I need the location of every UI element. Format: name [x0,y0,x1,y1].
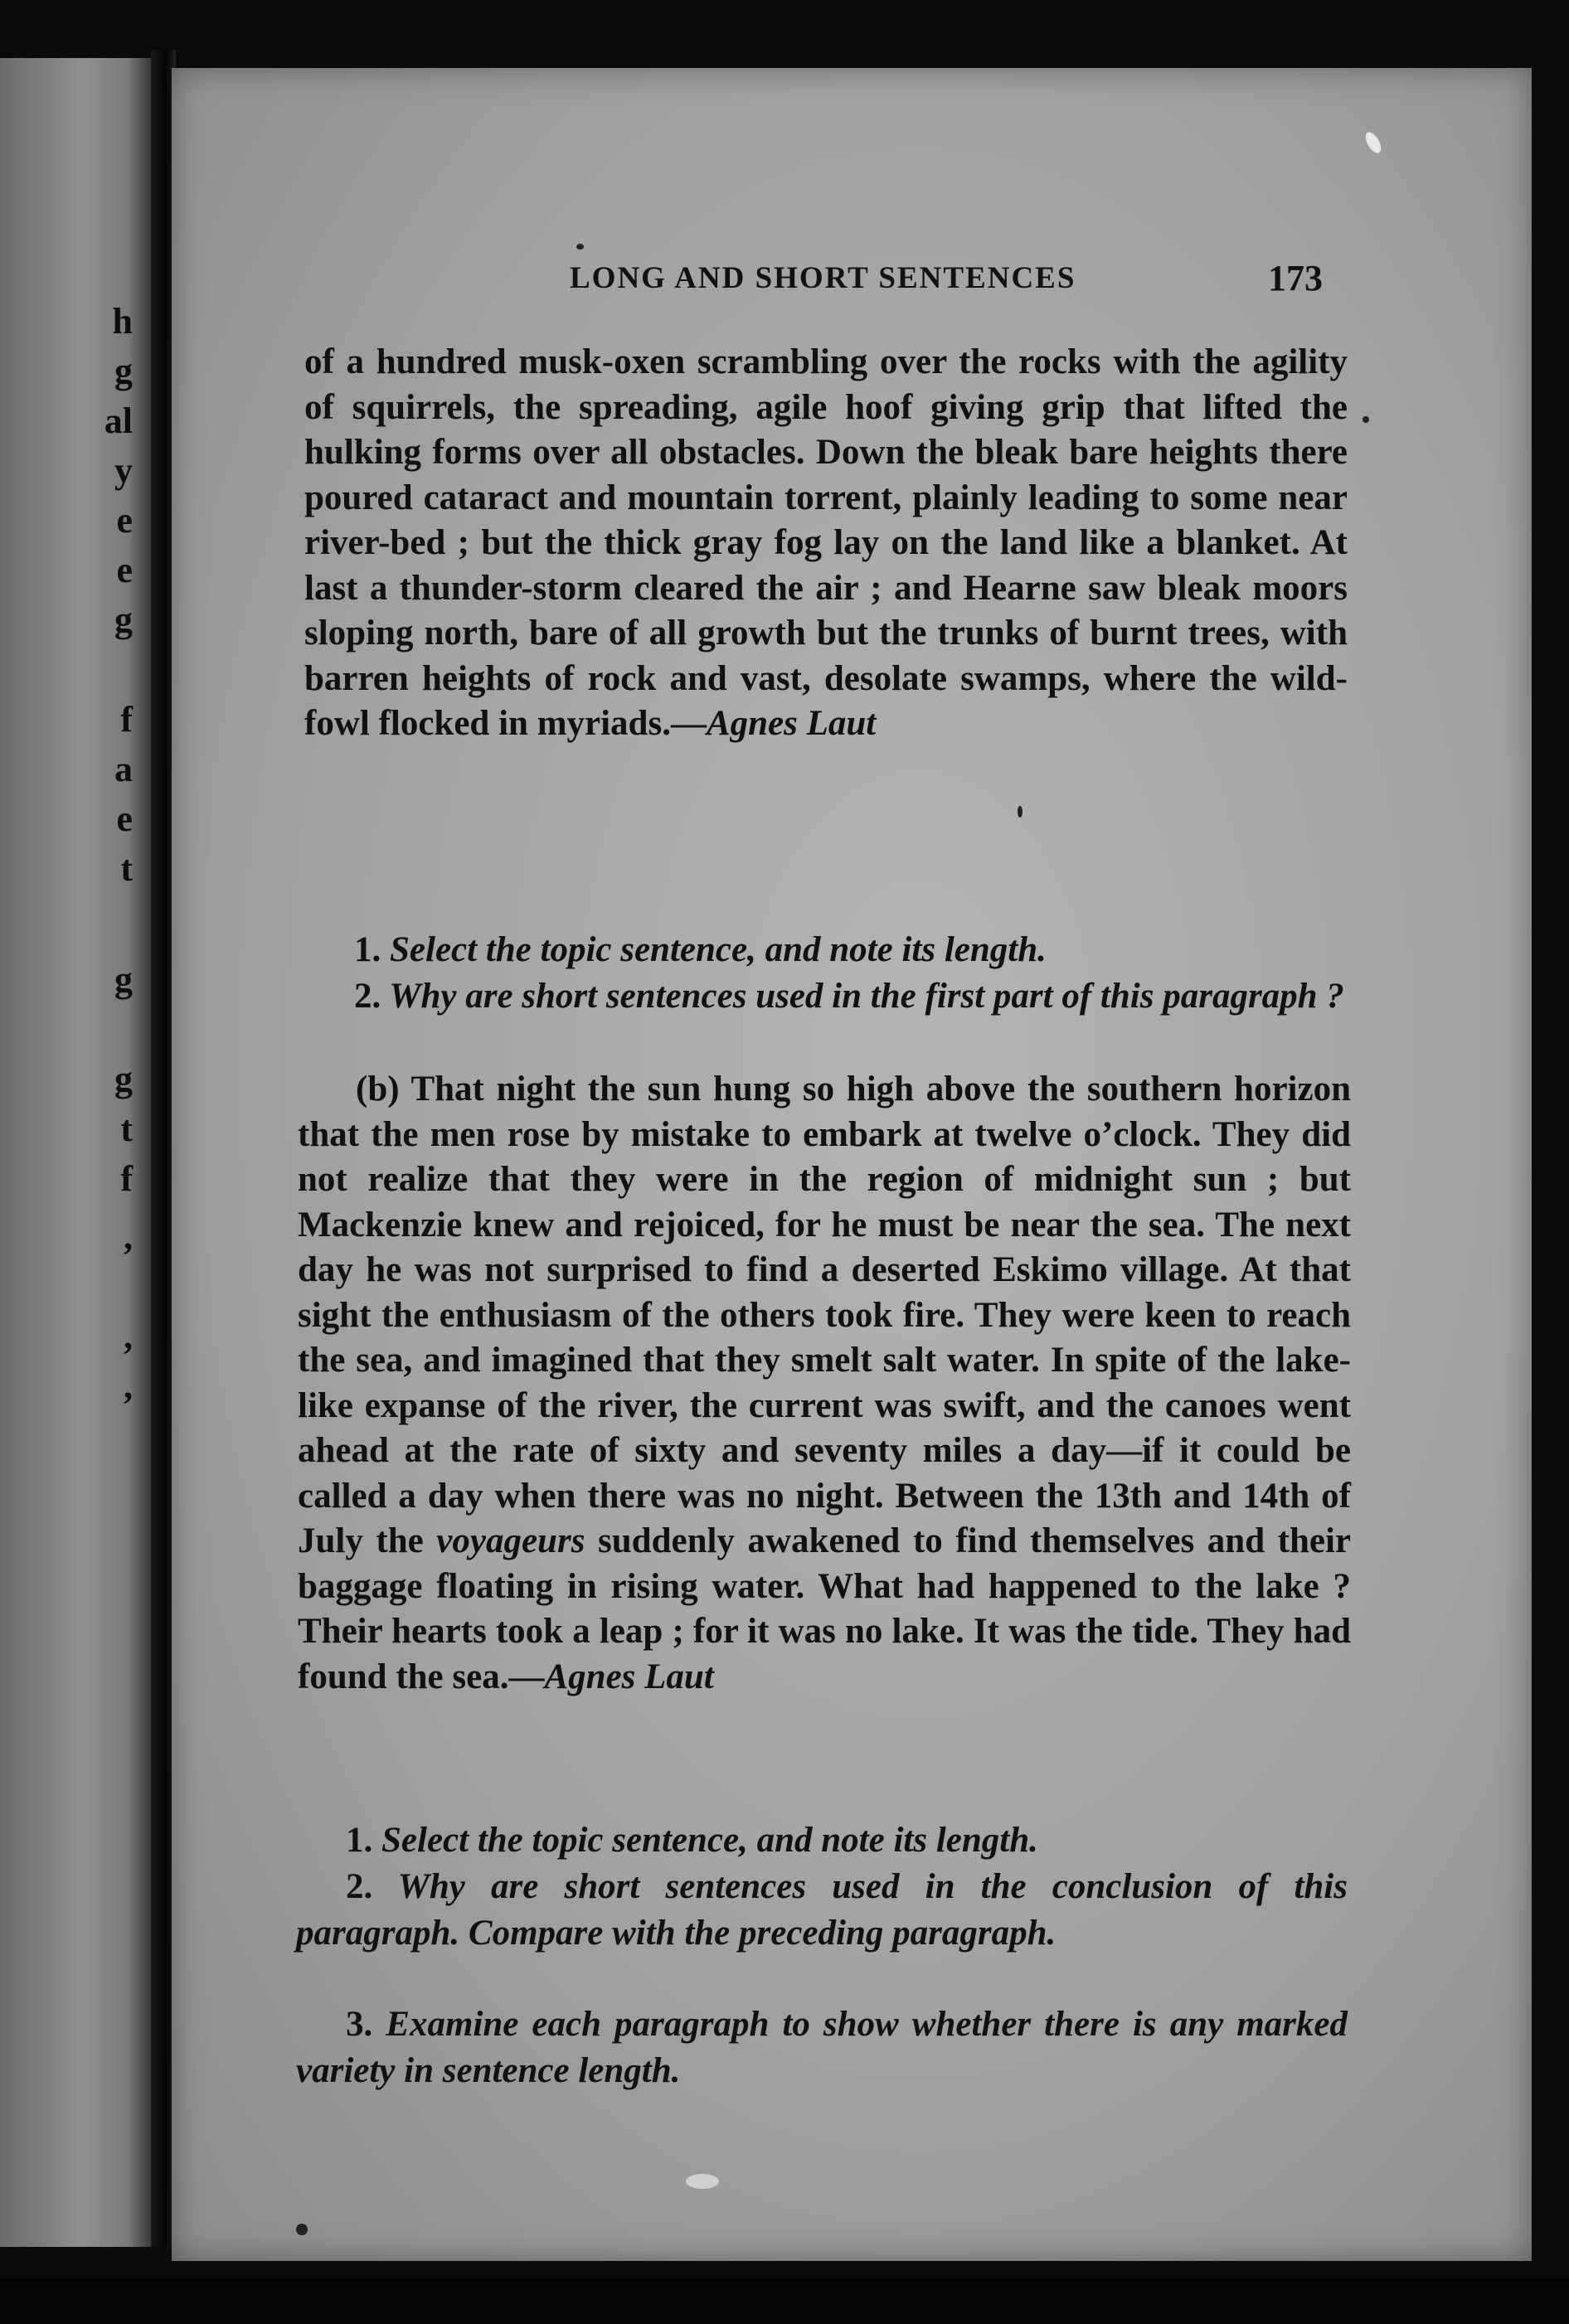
text-fragment: y [114,450,133,491]
question-text: Why are short sentences used in the conclusion of this paragraph. Compare with the preceding paragraph. [296,1867,1348,1953]
question-text: Why are short sentences used in the first part of this paragraph ? [389,977,1344,1016]
text-fragment: g [114,1059,133,1099]
question-number: 2. [346,1867,373,1906]
question-number: 1. [346,1821,373,1860]
scan-artifact [1018,806,1023,818]
question-number: 3. [346,2005,373,2044]
scan-artifact [576,244,584,250]
page-number: 173 [1268,258,1323,298]
scan-artifact [1363,129,1384,155]
paragraph-b-voyageurs: voyageurs [436,1521,585,1560]
text-fragment: , [124,1216,133,1257]
question-b-2 [296,1864,1348,1957]
paragraph-b-text-1: That night the sun hung so high above the southern horizon that the men rose by mistake to embark at twelve o’clock. They did not realize that they were in the region of midnight sun ; but Mackenzie knew and rejoiced, for he must be near the sea. The next day he was not surprised to find a deserted Eskimo village. At that sight the enthusiasm of the others took fire. They were keen to reach the sea, and imagined that they smelt salt water. In spite of the lake-like expanse of the river, the current was swift, and the canoes went ahead at the rate of sixty and seventy miles a day—if it could be called a day when there was no night. Between the 13th and 14th of July the [298,1070,1351,1560]
question-text: Select the topic sentence, and note its length. [390,930,1047,969]
running-head: LONG AND SHORT SENTENCES [570,261,1076,295]
question-number: 1. [354,930,381,969]
text-fragment: , [124,1316,133,1356]
scan-artifact [296,2224,308,2235]
paragraph-a [304,340,1348,747]
text-fragment: g [114,599,133,640]
scan-artifact [1363,416,1369,423]
previous-page-edge [0,58,151,2247]
text-fragment: al [104,400,133,441]
text-fragment: t [120,1109,133,1149]
text-fragment: e [116,550,133,590]
question-text: Select the topic sentence, and note its length. [381,1821,1038,1860]
scan-border [0,2276,1569,2324]
paragraph-b [298,1067,1351,1700]
question-a-1 [304,927,1348,973]
text-fragment: t [120,848,133,889]
paragraph-a-author: Agnes Laut [706,704,877,743]
scan-artifact [686,2174,719,2189]
text-fragment: g [114,351,133,391]
text-fragment: h [112,301,133,342]
text-fragment: f [120,1158,133,1199]
paragraph-b-label: (b) [356,1070,400,1109]
question-b-1 [296,1817,1348,1864]
text-fragment: f [120,699,133,740]
paragraph-a-text: of a hundred musk-oxen scrambling over the rocks with the agility of squirrels, the spreading, agile hoof giving grip that lifted the hulking forms over all obstacles. Down the bleak bare heights there poured cataract and mountain torrent, plainly leading to some near river-bed ; but the thick gray fog lay on the land like a blanket. At last a thunder-storm cleared the air ; and Hearne saw bleak moors sloping north, bare of all growth but the trunks of burnt trees, with barren heights of rock and vast, desolate swamps, where the wild-fowl flocked in myriads.— [304,342,1348,743]
question-a-2 [304,973,1348,1020]
text-fragment: e [116,500,133,541]
question-number: 2. [354,977,381,1016]
text-fragment: a [114,749,133,789]
paragraph-b-author: Agnes Laut [544,1657,714,1696]
question-b-3 [296,2001,1348,2094]
text-fragment: , [124,1366,133,1406]
text-fragment: g [114,959,133,1000]
paragraph-b-text-2: suddenly awakened to find themselves and their baggage floating in rising water. What had happened to the lake ? Their hearts took a leap ; for it was no lake. It was the tide. They had found the sea.— [298,1521,1352,1696]
book-page [172,68,1532,2261]
question-text: Examine each paragraph to show whether there is any marked variety in sentence length. [296,2005,1348,2090]
text-fragment: e [116,798,133,839]
